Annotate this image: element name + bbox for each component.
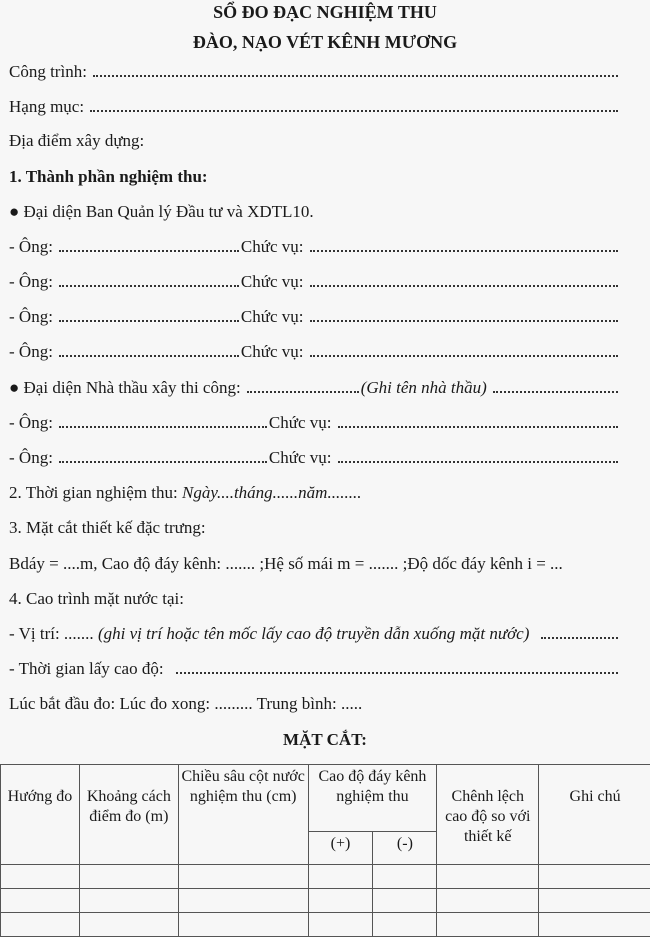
label: 2. Thời gian nghiệm thu: [9, 483, 178, 502]
blank [93, 74, 618, 77]
label: - Vị trí: ....... [9, 624, 94, 643]
label: Công trình: [9, 62, 87, 81]
cell[interactable] [539, 865, 650, 889]
label: Hạng mục: [9, 97, 85, 116]
label: Chức vụ: [268, 448, 332, 467]
label: - Ông: [9, 307, 53, 326]
person-row[interactable] [9, 448, 620, 470]
cell[interactable] [539, 913, 650, 937]
cell[interactable] [178, 889, 308, 913]
label: Chức vụ: [240, 307, 304, 326]
cell[interactable] [178, 865, 308, 889]
blank [90, 109, 618, 112]
person-row[interactable] [9, 413, 620, 435]
cell[interactable] [308, 913, 373, 937]
person-row[interactable] [9, 237, 620, 259]
blank [493, 390, 618, 393]
label: - Ông: [9, 237, 53, 256]
note: (ghi vị trí hoặc tên mốc lấy cao độ truyền dẫn xuống mặt nước) [97, 624, 530, 643]
blank [176, 671, 618, 674]
cell[interactable] [1, 889, 80, 913]
cell[interactable] [437, 913, 539, 937]
label: - Ông: [9, 413, 53, 432]
section-heading: 3. Mặt cắt thiết kế đặc trưng: [9, 518, 206, 537]
blank [310, 249, 619, 252]
inspection-time [9, 483, 620, 505]
label: - Ông: [9, 448, 53, 467]
person-row[interactable] [9, 342, 620, 364]
cell[interactable] [373, 865, 437, 889]
time-row[interactable] [9, 659, 620, 681]
cell[interactable] [437, 865, 539, 889]
table-row [1, 913, 650, 937]
col-plus: (+) [308, 832, 373, 865]
section-title-mat-cat: MẶT CẮT: [283, 730, 367, 749]
cell[interactable] [437, 889, 539, 913]
table-row [1, 865, 650, 889]
field-hang-muc[interactable] [9, 97, 620, 119]
cell[interactable] [308, 889, 373, 913]
blank [338, 425, 619, 428]
blank [59, 319, 239, 322]
cell[interactable] [373, 889, 437, 913]
label: - Ông: [9, 272, 53, 291]
label: Chức vụ: [240, 272, 304, 291]
date: Ngày....tháng......năm........ [182, 483, 362, 502]
location-row[interactable] [9, 624, 620, 646]
blank [59, 354, 239, 357]
cell[interactable] [79, 889, 178, 913]
cell[interactable] [79, 913, 178, 937]
label: Chức vụ: [240, 342, 304, 361]
cell[interactable] [79, 865, 178, 889]
label: ● Đại diện Nhà thầu xây thi công: [9, 378, 241, 397]
field-dia-diem [9, 131, 620, 153]
document-subtitle: ĐÀO, NẠO VÉT KÊNH MƯƠNG [192, 32, 458, 52]
col-khoang-cach: Khoảng cách điểm đo (m) [79, 765, 178, 865]
label: Chức vụ: [268, 413, 332, 432]
blank [247, 390, 359, 393]
blank [59, 284, 239, 287]
label: Địa điểm xây dựng: [9, 131, 145, 150]
cell[interactable] [373, 913, 437, 937]
blank [59, 425, 267, 428]
col-ghi-chu: Ghi chú [539, 765, 650, 865]
cell[interactable] [539, 889, 650, 913]
note: (Ghi tên nhà thầu) [360, 378, 487, 397]
blank [338, 460, 619, 463]
field-cong-trinh[interactable] [9, 62, 620, 84]
cell[interactable] [1, 865, 80, 889]
col-chieu-sau: Chiều sâu cột nước nghiệm thu (cm) [178, 765, 308, 865]
col-minus: (-) [373, 832, 437, 865]
label: - Thời gian lấy cao độ: [9, 659, 164, 678]
blank [59, 460, 267, 463]
label: - Ông: [9, 342, 53, 361]
col-cao-do: Cao độ đáy kênh nghiệm thu [308, 765, 437, 832]
measure-times: Lúc bắt đầu đo: Lúc đo xong: ......... Trung bình: ..... [9, 694, 363, 713]
rep-ban-quan-ly: ● Đại diện Ban Quản lý Đầu tư và XDTL10. [9, 202, 314, 221]
cell[interactable] [308, 865, 373, 889]
document-title: SỔ ĐO ĐẠC NGHIỆM THU [213, 2, 437, 22]
blank [310, 284, 619, 287]
mat-cat-table [0, 764, 650, 937]
rep-nha-thau[interactable] [9, 378, 620, 400]
label: Chức vụ: [240, 237, 304, 256]
col-huong-do: Hướng đo [1, 765, 80, 865]
blank [310, 354, 619, 357]
col-chenh-lech: Chênh lệch cao độ so với thiết kế [437, 765, 539, 865]
blank [310, 319, 619, 322]
person-row[interactable] [9, 272, 620, 294]
section-heading: 4. Cao trình mặt nước tại: [9, 589, 184, 608]
section-heading: 1. Thành phần nghiệm thu: [9, 167, 208, 186]
table-row [1, 889, 650, 913]
person-row[interactable] [9, 307, 620, 329]
cell[interactable] [1, 913, 80, 937]
blank [541, 636, 618, 639]
blank [59, 249, 239, 252]
cell[interactable] [178, 913, 308, 937]
design-params: Bdáy = ....m, Cao độ đáy kênh: ....... ;Hệ số mái m = ....... ;Độ dốc đáy kênh i = ... [9, 554, 563, 573]
